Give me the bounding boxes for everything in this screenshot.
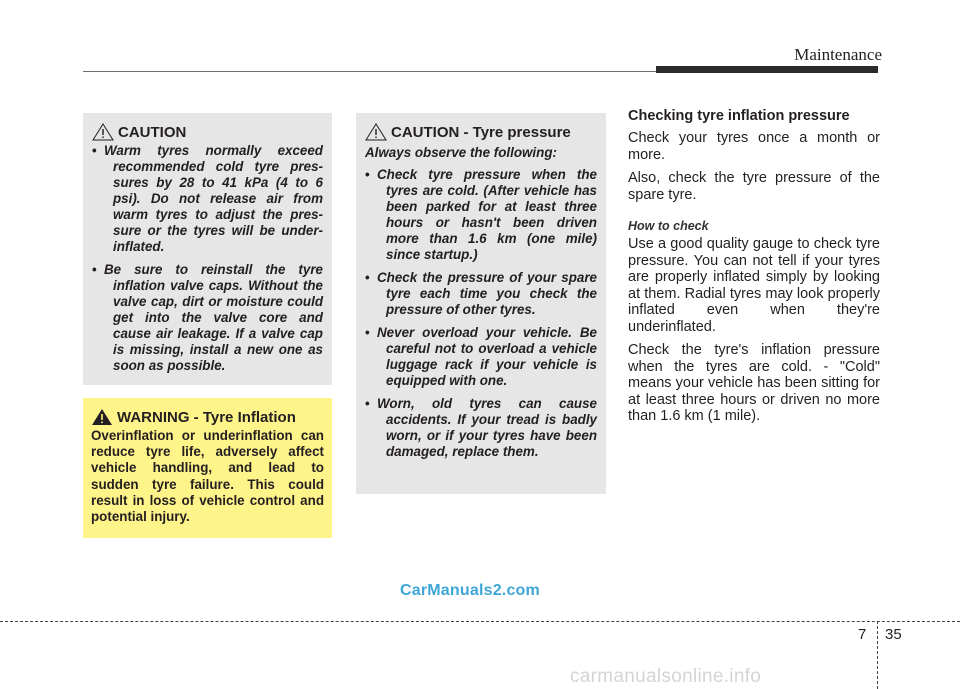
paragraph: Also, check the tyre pressure of the spare tyre. [628,170,880,203]
caution-box [83,113,332,385]
list-item: • Never overload your vehicle. Be careful not to overload a vehicle luggage rack if your vehicle is equipped with one. [365,325,597,389]
footer-rule [0,621,960,622]
warning-box [83,398,332,538]
list-item: • Check the pressure of your spare tyre each time you check the pressure of other tyres. [365,270,597,318]
caution-pressure-box [356,113,606,494]
paragraph: Check the tyre's inflation pressure when the tyres are cold. - "Cold" means your vehicle has been sitting for at least three hours or driven no more than 1.6 km (1 mile). [628,342,880,424]
paragraph: Check your tyres once a month or more. [628,130,880,163]
right-column [628,108,880,432]
list-item: • Be sure to reinstall the tyre inflation valve caps. Without the valve cap, dirt or moisture could get into the valve core and cause air leakage. If a valve cap is missing, install a new one as soon as possible. [92,262,323,374]
caution-pressure-intro: Always observe the following: [365,145,557,160]
caution-pressure-header [365,123,597,141]
paragraph: Use a good quality gauge to check tyre pressure. You can not tell if your tyres are properly inflated simply by looking at them. Radial tyres may look properly inflated even when they're underinflated. [628,236,880,335]
list-item: • Warm tyres normally exceed recommended cold tyre pres-sures by 28 to 41 kPa (4 to 6 psi). Do not release air from warm tyres to adjust the pres-sure or the tyres will be under-inflated. [92,143,323,255]
watermark-link[interactable]: CarManuals2.com [400,582,540,599]
page-number: 35 [885,626,902,643]
caution-triangle-icon [365,123,387,141]
warning-box-header [91,408,324,426]
warning-triangle-icon [91,408,113,426]
list-item: • Check tyre pressure when the tyres are cold. (After vehicle has been parked for at least three hours or hasn't been driven more than 1.6 km (one mile) since startup.) [365,167,597,263]
section-heading: Checking tyre inflation pressure [628,108,850,124]
caution-triangle-icon [92,123,114,141]
warning-box-title: WARNING - Tyre Inflation [117,408,296,426]
caution-box-header [92,123,323,141]
list-item: • Worn, old tyres can cause accidents. If your tread is badly worn, or if your tyres have been damaged, replace them. [365,396,597,460]
caution-list [92,143,323,374]
footer-separator [877,621,878,689]
caution-pressure-title: CAUTION - Tyre pressure [391,123,571,141]
caution-pressure-list [365,167,597,460]
site-watermark: carmanualsonline.info [570,666,762,687]
caution-box-title: CAUTION [118,123,187,141]
subheading: How to check [628,219,709,233]
chapter-number: 7 [858,626,867,643]
header-rule-accent [656,66,878,73]
warning-text: Overinflation or underinflation can reduce tyre life, adversely affect vehicle handling, and lead to sudden tyre failure. This could result in loss of vehicle control and potential injury. [91,428,324,525]
page-header-title: Maintenance [794,45,882,64]
